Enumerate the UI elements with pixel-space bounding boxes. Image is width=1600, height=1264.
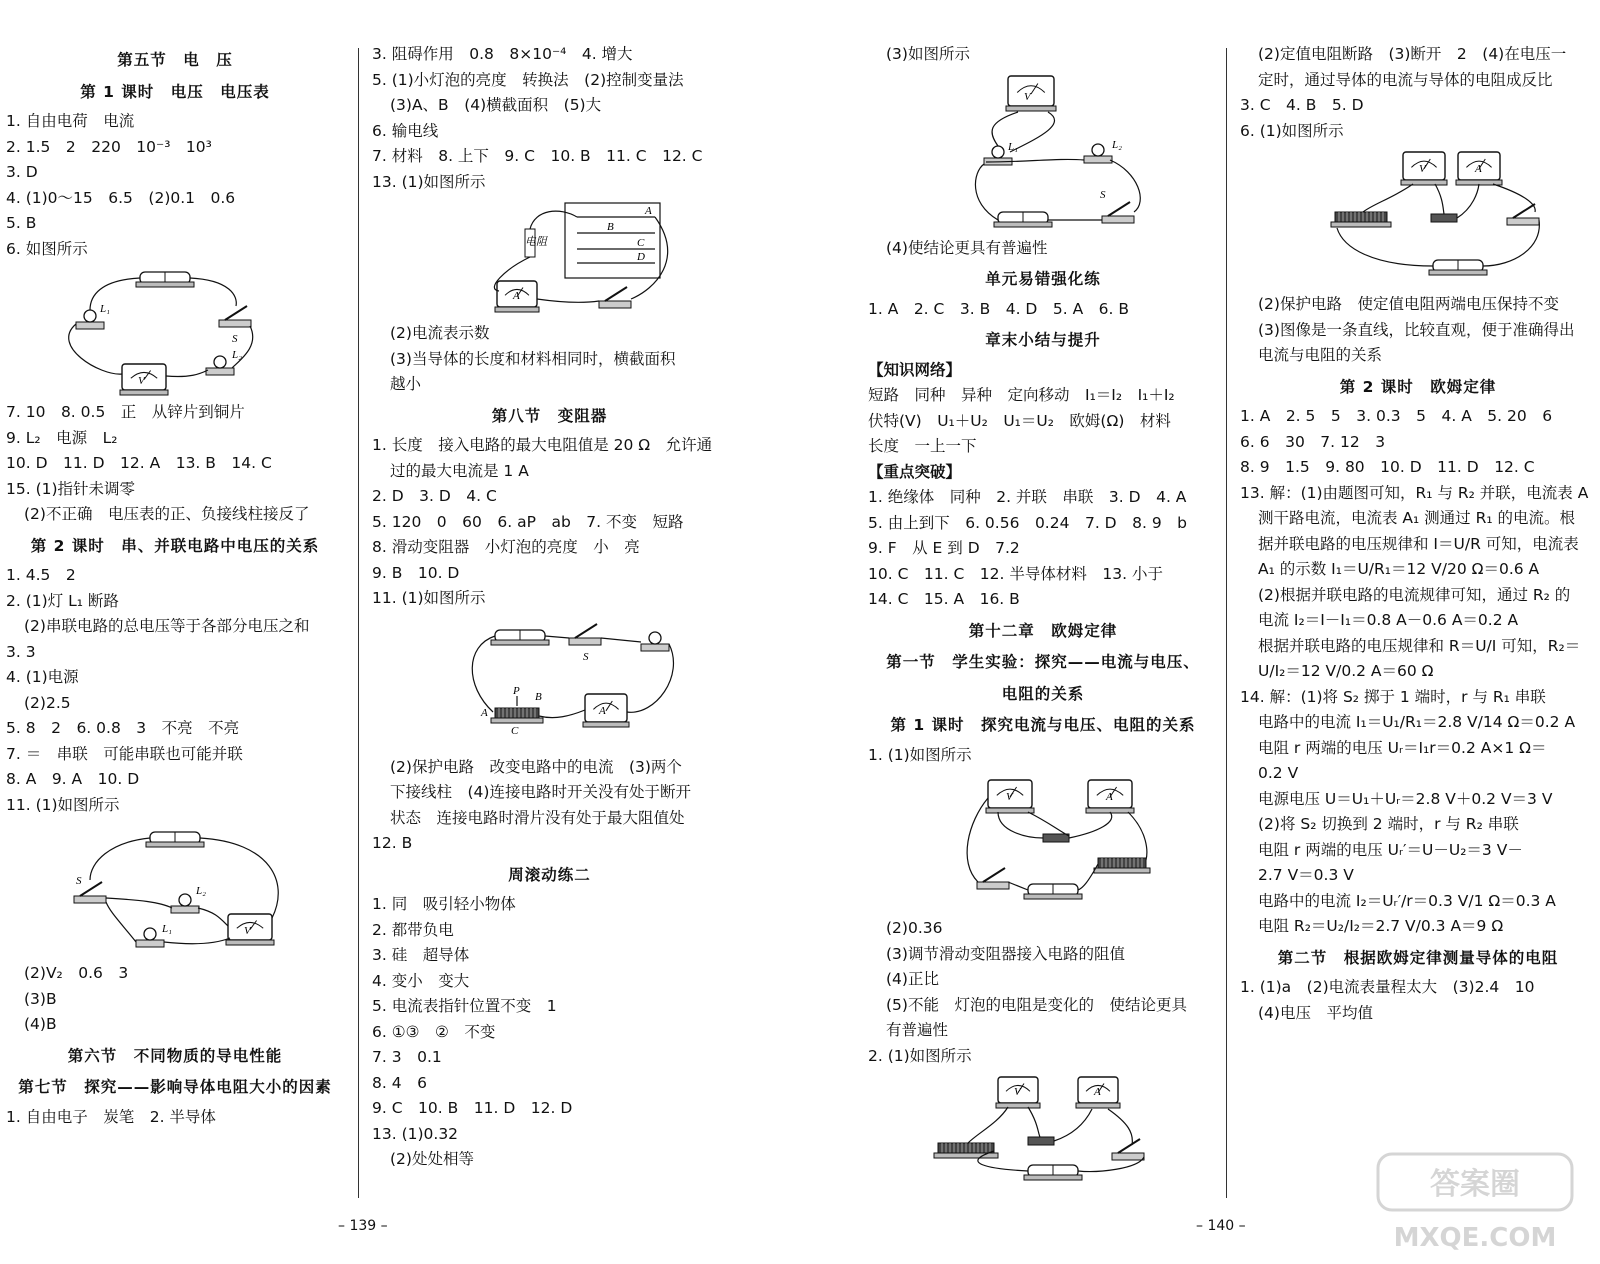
column-4	[1240, 42, 1596, 1026]
figure-label: B	[606, 221, 614, 233]
figure-label: C	[636, 237, 644, 249]
answer-line: 电阻 R₂＝U₂/I₂＝2.7 V/0.3 A＝9 Ω	[1258, 917, 1504, 935]
answer-line: 短路 同种 异种 定向移动 I₁＝I₂ I₁＋I₂	[868, 386, 1175, 404]
answer-line: 9. L₂ 电源 L₂	[6, 428, 118, 447]
column-1	[6, 42, 344, 1130]
answer-line: 2. (1)如图所示	[868, 1046, 972, 1065]
circuit-diagram	[10, 822, 340, 957]
figure-label: A	[1106, 791, 1113, 803]
column-divider	[358, 48, 359, 1198]
answer-line: 4. (1)0～15 6.5 (2)0.1 0.6	[6, 188, 236, 207]
figure-label: L₁	[162, 923, 172, 935]
page-number-right: – 140 –	[1196, 1218, 1246, 1234]
answer-line: 5. 由上到下 6. 0.56 0.24 7. D 8. 9 b	[868, 513, 1188, 532]
figure-label: V	[1014, 1086, 1021, 1098]
figure-label: V	[1419, 163, 1426, 175]
answer-line: 2. 1.5 2 220 10⁻³ 10³	[6, 137, 212, 156]
circuit-diagram	[878, 1073, 1208, 1183]
answer-line: 10. C 11. C 12. 半导体材料 13. 小于	[868, 564, 1163, 583]
answer-line: 电阻 r 两端的电压 Uᵣ′＝U－U₂＝3 V－	[1258, 840, 1523, 859]
figure-label: L₂	[1112, 138, 1122, 151]
circuit-diagram	[385, 616, 715, 751]
answer-line: 1. (1)a (2)电流表量程太大 (3)2.4 10	[1240, 978, 1535, 996]
answer-line: (5)不能 灯泡的电阻是变化的 使结论更具	[886, 995, 1187, 1014]
answer-line: 电路中的电流 I₂＝Uᵣ′/r＝0.3 V/1 Ω＝0.3 A	[1258, 891, 1556, 910]
answer-line: 3. C 4. B 5. D	[1240, 96, 1364, 114]
answer-line: 1. 自由电荷 电流	[6, 112, 135, 130]
figure-label: L₁	[1008, 140, 1018, 153]
page-number-left: – 139 –	[338, 1218, 388, 1234]
answer-line: 1. (1)如图所示	[868, 745, 972, 764]
answer-line: 1. A 2. 5 5 3. 0.3 5 4. A 5. 20 6	[1240, 407, 1553, 425]
column-divider	[1226, 48, 1227, 1198]
figure-label: D	[636, 251, 645, 263]
answer-line: 6. 如图所示	[6, 239, 88, 258]
answer-line: (2)定值电阻断路 (3)断开 2 (4)在电压一	[1258, 45, 1567, 63]
circuit-diagram	[878, 772, 1208, 912]
figure-label: A	[1475, 163, 1482, 175]
answer-line: 9. F 从 E 到 D 7.2	[868, 539, 1020, 557]
answer-line: 5. 8 2 6. 0.8 3 不亮 不亮	[6, 719, 240, 737]
answer-line: 2. D 3. D 4. C	[372, 487, 497, 505]
answer-line: 2. (1)灯 L₁ 断路	[6, 591, 119, 610]
section-heading: 第 2 课时 串、并联电路中电压的关系	[30, 536, 320, 555]
section-heading: 单元易错强化练	[985, 270, 1101, 288]
answer-line: 6. 输电线	[372, 121, 439, 140]
answer-line: (4)电压 平均值	[1258, 1003, 1373, 1022]
answer-line: 10. D 11. D 12. A 13. B 14. C	[6, 454, 272, 472]
answer-line: 下接线柱 (4)连接电路时开关没有处于断开	[390, 783, 691, 801]
watermark-text: 答案圈	[1430, 1167, 1520, 1202]
section-heading: 第六节 不同物质的导电性能	[67, 1046, 283, 1065]
answer-line: A₁ 的示数 I₁＝U/R₁＝12 V/20 Ω＝0.6 A	[1258, 560, 1540, 578]
answer-line: (2)保护电路 使定值电阻两端电压保持不变	[1258, 295, 1559, 313]
answer-line: (3)当导体的长度和材料相同时，横截面积	[390, 349, 676, 368]
answer-line: 1. A 2. C 3. B 4. D 5. A 6. B	[868, 299, 1130, 318]
answer-line: 据并联电路的电压规律和 I＝U/R 可知，电流表	[1258, 534, 1579, 553]
answer-line: 2.7 V＝0.3 V	[1258, 866, 1354, 884]
circuit-diagram	[385, 199, 715, 317]
answer-line: 伏特(V) U₁＋U₂ U₁＝U₂ 欧姆(Ω) 材料	[868, 411, 1171, 430]
answer-line: 1. 4.5 2	[6, 566, 76, 584]
answer-line: (2)将 S₂ 切换到 2 端时，r 与 R₂ 串联	[1258, 815, 1519, 833]
answer-line: 1. 长度 接入电路的最大电阻值是 20 Ω 允许通	[372, 436, 713, 454]
answer-line: 8. 滑动变阻器 小灯泡的亮度 小 亮	[372, 538, 640, 556]
circuit-diagram	[1253, 148, 1583, 288]
section-heading: 第五节 电 压	[117, 51, 233, 69]
watermark-logo	[1370, 1148, 1580, 1258]
figure-label: L₂	[232, 349, 242, 361]
answer-line: 6. (1)如图所示	[1240, 121, 1344, 140]
figure-label: A	[1094, 1086, 1101, 1098]
answer-line: 【重点突破】	[868, 462, 962, 481]
answer-line: 电流 I₂＝I－I₁＝0.8 A－0.6 A＝0.2 A	[1258, 611, 1519, 629]
answer-line: 4. 变小 变大	[372, 971, 470, 990]
answer-line: 过的最大电流是 1 A	[390, 461, 529, 480]
answer-line: (2)保护电路 改变电路中的电流 (3)两个	[390, 757, 682, 776]
answer-line: (4)使结论更具有普遍性	[886, 238, 1048, 257]
column-2	[372, 42, 727, 1173]
answer-line: (2)V₂ 0.6 3	[24, 964, 129, 982]
section-heading: 第七节 探究——影响导体电阻大小的因素	[18, 1078, 332, 1096]
answer-line: 13. 解：(1)由题图可知，R₁ 与 R₂ 并联，电流表 A	[1240, 483, 1589, 502]
answer-line: 5. 电流表指针位置不变 1	[372, 997, 557, 1015]
answer-line: U/I₂＝12 V/0.2 A＝60 Ω	[1258, 662, 1434, 680]
figure-label: A	[512, 290, 520, 302]
column-3	[868, 42, 1218, 1187]
answer-line: 2. 都带负电	[372, 920, 454, 939]
answer-line: 0.2 V	[1258, 764, 1299, 782]
answer-line: 越小	[390, 375, 422, 393]
answer-line: 9. B 10. D	[372, 563, 460, 582]
answer-line: 4. (1)电源	[6, 668, 79, 686]
answer-line: 5. (1)小灯泡的亮度 转换法 (2)控制变量法	[372, 70, 684, 89]
answer-line: 12. B	[372, 834, 413, 852]
circuit-diagram	[10, 266, 340, 396]
answer-line: (3)图像是一条直线，比较直观，便于准确得出	[1258, 320, 1575, 339]
answer-line: 8. A 9. A 10. D	[6, 770, 140, 788]
answer-line: (3)调节滑动变阻器接入电路的阻值	[886, 944, 1125, 963]
figure-label: V	[244, 925, 251, 937]
answer-line: (3)B	[24, 989, 57, 1008]
answer-line: 1. 绝缘体 同种 2. 并联 串联 3. D 4. A	[868, 488, 1187, 506]
answer-line: 5. B	[6, 214, 37, 232]
answer-line: (3)A、B (4)横截面积 (5)大	[390, 96, 602, 114]
answer-line: 有普遍性	[886, 1021, 949, 1039]
answer-line: 【知识网络】	[868, 360, 962, 379]
answer-line: 15. (1)指针未调零	[6, 479, 136, 498]
figure-label: V	[1024, 90, 1031, 103]
section-heading: 第二节 根据欧姆定律测量导体的电阻	[1277, 948, 1559, 967]
section-heading: 第 1 课时 探究电流与电压、电阻的关系	[890, 716, 1196, 734]
figure-label: L₁	[100, 303, 110, 315]
figure-label: C	[510, 724, 518, 737]
figure-label: S	[582, 650, 588, 663]
figure-label: A	[644, 205, 652, 217]
answer-line: 11. (1)如图所示	[372, 589, 486, 607]
figure-label: P	[512, 684, 520, 697]
answer-line: 电阻 r 两端的电压 Uᵣ＝I₁r＝0.2 A×1 Ω＝	[1258, 738, 1547, 757]
figure-label: S	[1100, 188, 1106, 201]
answer-line: (2)0.36	[886, 919, 943, 937]
figure-label: 电阻	[524, 236, 547, 248]
answer-line: 3. 阻碍作用 0.8 8×10⁻⁴ 4. 增大	[372, 45, 633, 63]
answer-line: (4)B	[24, 1015, 57, 1033]
answer-line: (2)2.5	[24, 693, 71, 712]
answer-line: 7. 10 8. 0.5 正 从锌片到铜片	[6, 403, 245, 421]
figure-label: V	[1006, 791, 1013, 803]
answer-line: 电流与电阻的关系	[1258, 346, 1383, 364]
circuit-diagram	[878, 72, 1208, 232]
section-heading: 电阻的关系	[1001, 684, 1085, 703]
answer-line: (2)根据并联电路的电流规律可知，通过 R₂ 的	[1258, 585, 1571, 604]
answer-line: 3. D	[6, 163, 38, 181]
figure-label: A	[480, 706, 488, 719]
figure-label: V	[138, 375, 145, 387]
answer-line: 6. ①③ ② 不变	[372, 1022, 496, 1041]
answer-line: 13. (1)0.32	[372, 1124, 459, 1143]
answer-line: 测干路电流，电流表 A₁ 测通过 R₁ 的电流。根	[1258, 509, 1576, 527]
section-heading: 周滚动练二	[508, 865, 591, 884]
answer-line: 11. (1)如图所示	[6, 795, 120, 814]
answer-line: 8. 4 6	[372, 1073, 427, 1092]
answer-line: (2)串联电路的总电压等于各部分电压之和	[24, 617, 310, 635]
answer-line: (4)正比	[886, 970, 939, 988]
answer-line: 7. ＝ 串联 可能串联也可能并联	[6, 744, 243, 763]
answer-line: 13. (1)如图所示	[372, 172, 486, 191]
figure-label: B	[534, 690, 542, 703]
section-heading: 第 1 课时 电压 电压表	[80, 82, 270, 101]
answer-line: 5. 120 0 60 6. aP ab 7. 不变 短路	[372, 512, 684, 531]
answer-line: (2)不正确 电压表的正、负接线柱接反了	[24, 505, 310, 523]
section-heading: 第十二章 欧姆定律	[968, 621, 1118, 640]
figure-label: L₂	[196, 885, 206, 897]
answer-line: 6. 6 30 7. 12 3	[1240, 432, 1386, 451]
answer-line: (3)如图所示	[886, 45, 970, 63]
answer-line: 3. 3	[6, 642, 36, 661]
answer-line: 1. 同 吸引轻小物体	[372, 895, 516, 913]
answer-line: (2)处处相等	[390, 1150, 474, 1168]
section-heading: 第一节 学生实验：探究——电流与电压、	[886, 653, 1200, 671]
answer-line: (2)电流表示数	[390, 324, 490, 342]
figure-label: S	[232, 333, 238, 345]
answer-line: 状态 连接电路时滑片没有处于最大阻值处	[390, 808, 685, 827]
answer-line: 3. 硅 超导体	[372, 946, 470, 964]
answer-line: 14. 解：(1)将 S₂ 掷于 1 端时，r 与 R₁ 串联	[1240, 687, 1546, 706]
answer-line: 8. 9 1.5 9. 80 10. D 11. D 12. C	[1240, 458, 1535, 476]
section-heading: 第 2 课时 欧姆定律	[1339, 377, 1497, 396]
answer-line: 定时，通过导体的电流与导体的电阻成反比	[1258, 70, 1553, 89]
answer-line: 电路中的电流 I₁＝U₁/R₁＝2.8 V/14 Ω＝0.2 A	[1258, 713, 1576, 731]
answer-line: 9. C 10. B 11. D 12. D	[372, 1099, 573, 1117]
watermark-site: MXQE.COM	[1393, 1223, 1557, 1253]
answer-line: 根据并联电路的电压规律和 R＝U/I 可知，R₂＝	[1258, 636, 1581, 655]
answer-line: 7. 材料 8. 上下 9. C 10. B 11. C 12. C	[372, 147, 703, 165]
answer-line: 电源电压 U＝U₁＋Uᵣ＝2.8 V＋0.2 V＝3 V	[1258, 789, 1553, 808]
answer-line: 1. 自由电子 炭笔 2. 半导体	[6, 1107, 216, 1126]
answer-line: 14. C 15. A 16. B	[868, 590, 1020, 608]
figure-label: A	[598, 704, 606, 717]
figure-label: S	[76, 875, 82, 887]
section-heading: 第八节 变阻器	[491, 406, 608, 425]
answer-line: 长度 一上一下	[868, 437, 977, 455]
answer-line: 7. 3 0.1	[372, 1048, 442, 1066]
section-heading: 章末小结与提升	[985, 331, 1101, 349]
